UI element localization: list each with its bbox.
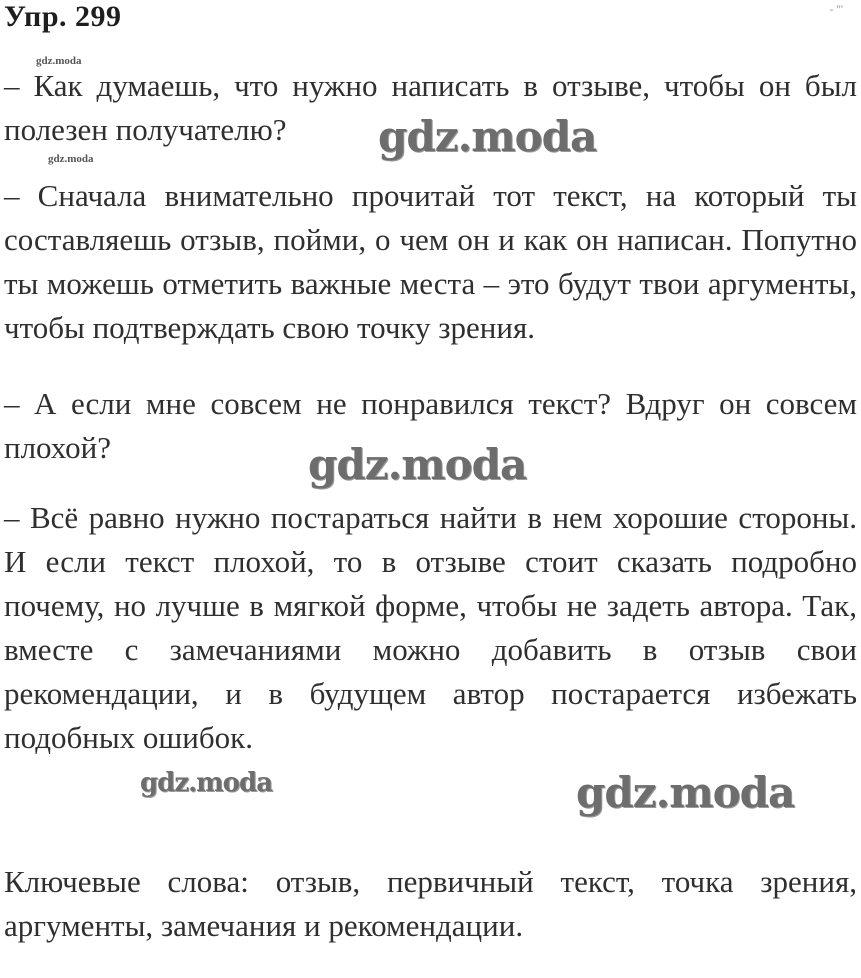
paragraph-answer-2: – Всё равно нужно постараться найти в нем хорошие стороны. И если текст плохой, то в отзыве стоит сказать подробно почему, но лучше в мягкой форме, чтобы не задеть автора. Так, вместе с замечаниями можно добавить в отзыв свои рекомендации, и в будущем автор постарается избежать подобных ошибок.: [4, 500, 857, 755]
paragraph-answer-1: – Сначала внимательно прочитай тот текст, на который ты составляешь отзыв, пойми, о чем он и как он написан. Попутно ты можешь отметить важные места – это будут твои аргументы, чтобы подтверждать свою точку зрения.: [4, 178, 857, 345]
watermark-small-2: gdz.moda: [48, 153, 94, 165]
paragraph-question-2: – А если мне совсем не понравился текст? Вдруг он совсем плохой?: [4, 386, 857, 465]
paragraph-keywords: Ключевые слова: отзыв, первичный текст, точка зрения, аргументы, замечания и рекомендации.: [4, 864, 857, 943]
watermark-large-1: gdz.moda: [378, 112, 597, 161]
corner-mark: - ''': [829, 2, 843, 16]
watermark-small-1: gdz.moda: [36, 55, 82, 67]
paragraph-question-1: – Как думаешь, что нужно написать в отзыве, чтобы он был полезен получателю?: [4, 68, 857, 147]
watermark-large-3: gdz.moda: [140, 768, 273, 798]
exercise-title: Упр. 299: [4, 0, 122, 33]
watermark-large-2: gdz.moda: [308, 440, 527, 489]
watermark-large-4: gdz.moda: [576, 768, 795, 817]
